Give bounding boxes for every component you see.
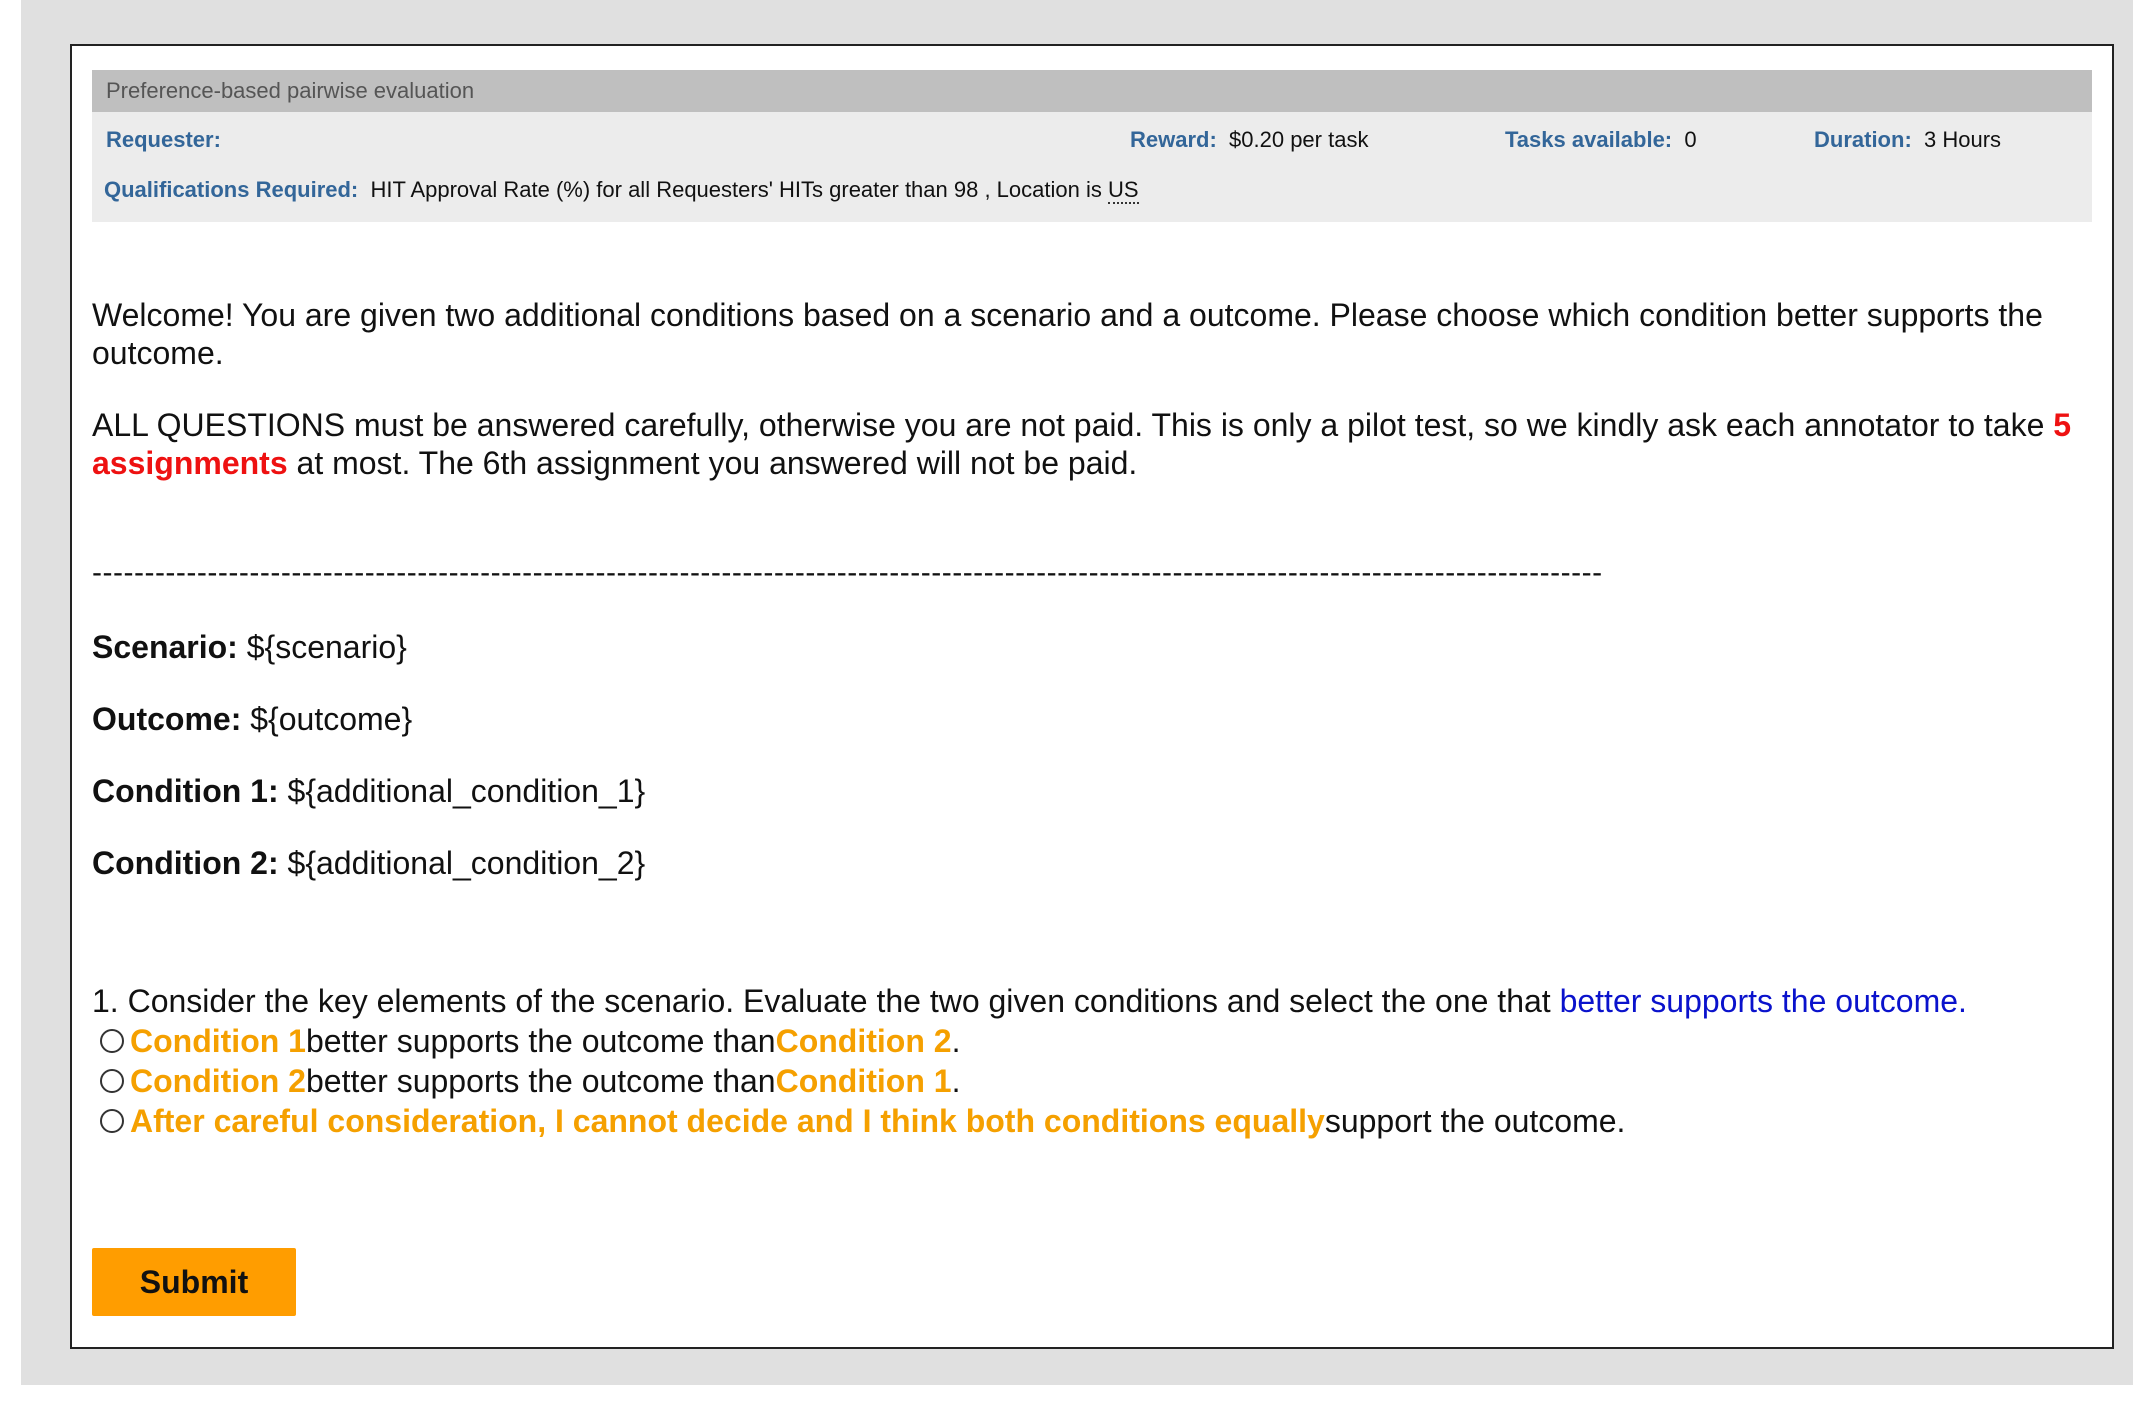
question-highlight: better supports the outcome. [1559,983,1967,1019]
outcome-value: ${outcome} [241,701,413,737]
tasks-available-value: 0 [1684,127,1697,152]
hit-title: Preference-based pairwise evaluation [92,70,2092,112]
scenario-field [92,628,407,666]
scenario-value: ${scenario} [237,629,407,665]
option-2-a: Condition 2 [130,1063,306,1099]
reward-label: Reward: [1130,127,1217,152]
condition-2-label: Condition 2: [92,845,279,881]
requester-label: Requester: [106,127,221,152]
duration-value: 3 Hours [1924,127,2002,152]
page-background [21,0,2133,1385]
option-1-mid: better supports the outcome than [305,1023,776,1059]
condition-1-value: ${additional_condition_1} [278,773,646,809]
tasks-available-label: Tasks available: [1505,127,1673,152]
option-condition-2[interactable] [100,1062,960,1100]
qualifications-location: US [1108,177,1139,202]
option-2-b: Condition 1 [775,1063,952,1099]
reward-value: $0.20 per task [1229,127,1369,152]
condition-2-value: ${additional_condition_2} [278,845,646,881]
condition-2-field [92,844,645,882]
divider-line: ------------------------------------------------------------------------------------------------------------------------------------------------ [92,556,1603,589]
qualifications-label: Qualifications Required: [104,177,359,202]
requester-field [106,126,221,154]
option-1-end: . [951,1023,961,1059]
scenario-label: Scenario: [92,629,238,665]
option-condition-1[interactable] [100,1022,960,1060]
warning-after: at most. The 6th assignment you answered will not be paid. [287,445,1138,481]
warning-highlight: 5 assignments [92,407,2072,481]
welcome-text: Welcome! You are given two additional conditions based on a scenario and a outcome. Please choose which condition better supports the outcome. [92,297,2043,371]
outcome-label: Outcome: [92,701,242,737]
qualifications-text: HIT Approval Rate (%) for all Requesters' HITs greater than 98 , Location is [370,177,1102,202]
question-text: 1. Consider the key elements of the scenario. Evaluate the two given conditions and select the one that [92,983,1560,1019]
option-2-mid: better supports the outcome than [305,1063,776,1099]
hit-frame [70,44,2114,1349]
hit-info-panel [92,70,2092,222]
option-1-b: Condition 2 [775,1023,952,1059]
radio-option-1[interactable] [100,1029,124,1053]
option-2-end: . [951,1063,961,1099]
option-3-mid: support the outcome. [1324,1103,1626,1139]
warning-text [92,406,2102,482]
option-3-a: After careful consideration, I cannot decide and I think both conditions equally [130,1103,1325,1139]
tasks-available-field [1505,126,1697,154]
duration-label: Duration: [1814,127,1912,152]
outcome-field [92,700,412,738]
question-1 [92,982,1967,1020]
option-1-a: Condition 1 [130,1023,306,1059]
condition-1-label: Condition 1: [92,773,279,809]
instructions [92,296,2102,482]
radio-option-2[interactable] [100,1069,124,1093]
option-equal[interactable] [100,1102,1625,1140]
reward-field [1130,126,1368,154]
submit-button[interactable]: Submit [92,1248,296,1316]
duration-field [1814,126,2001,154]
warning-before: ALL QUESTIONS must be answered carefully, otherwise you are not paid. This is only a pilot test, so we kindly ask each annotator to take [92,407,2054,443]
condition-1-field [92,772,645,810]
radio-option-3[interactable] [100,1109,124,1133]
qualifications-field [104,176,1139,204]
